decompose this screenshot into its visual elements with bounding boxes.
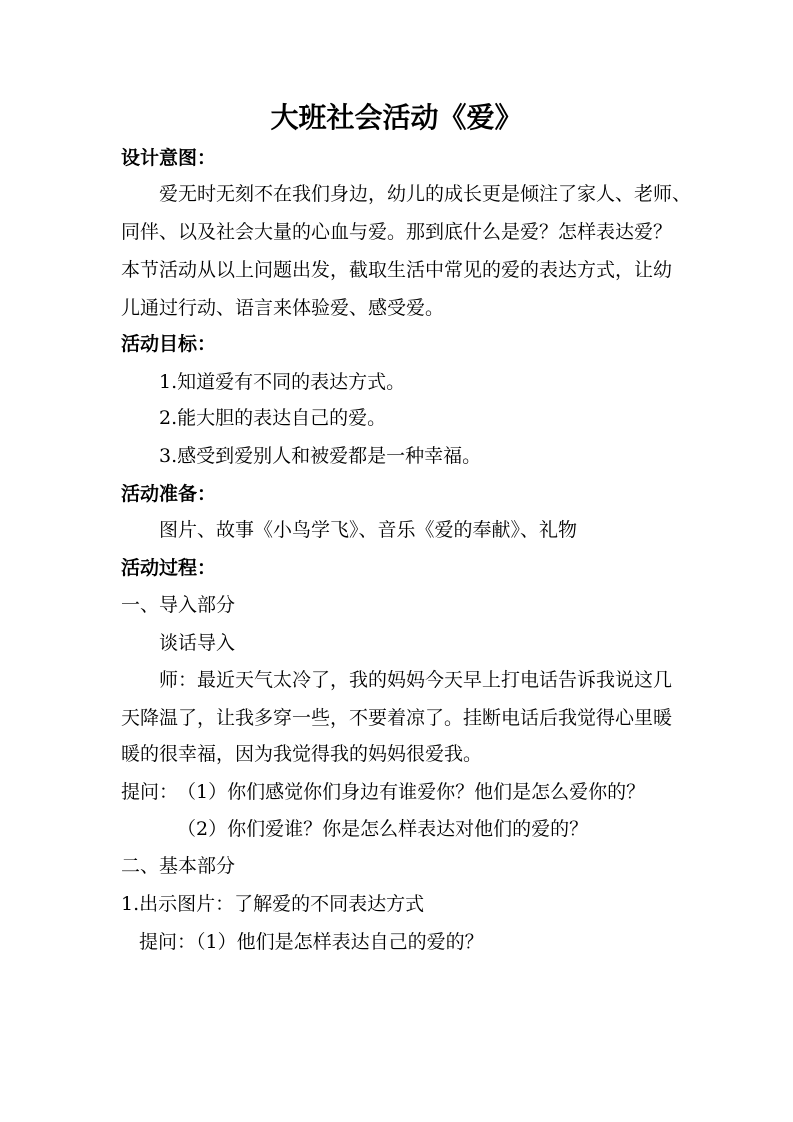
design-intent-line-4: 儿通过行动、语言来体验爱、感受爱。	[121, 297, 445, 319]
step-1-question: 提问：（1）他们是怎样表达自己的爱的？	[139, 931, 484, 953]
process-heading: 活动过程：	[121, 557, 217, 579]
question-2: （2）你们爱谁？你是怎么样表达对他们的爱的？	[177, 818, 589, 840]
teacher-line-3: 暖的很幸福，因为我觉得我的妈妈很爱我。	[121, 743, 483, 765]
question-1: （1）你们感觉你们身边有谁爱你？他们是怎么爱你的？	[177, 781, 646, 803]
goal-item-2: 2.能大胆的表达自己的爱。	[159, 407, 387, 429]
preparation-heading: 活动准备：	[121, 483, 217, 505]
design-intent-line-3: 本节活动从以上问题出发，截取生活中常见的爱的表达方式，让幼	[121, 259, 673, 281]
design-intent-heading: 设计意图：	[121, 147, 217, 169]
section-2-title: 二、基本部分	[121, 855, 236, 877]
design-intent-line-2: 同伴、以及社会大量的心血与爱。那到底什么是爱？怎样表达爱？	[121, 221, 673, 243]
teacher-line-1: 师：最近天气太冷了，我的妈妈今天早上打电话告诉我说这几	[159, 669, 673, 691]
goal-item-1: 1.知道爱有不同的表达方式。	[159, 371, 406, 393]
page-title: 大班社会活动《爱》	[270, 101, 523, 134]
goals-heading: 活动目标：	[121, 333, 217, 355]
preparation-text: 图片、故事《小鸟学飞》、音乐《爱的奉献》、礼物	[159, 519, 578, 541]
section-1-subtitle: 谈话导入	[159, 632, 236, 654]
step-1: 1.出示图片：了解爱的不同表达方式	[121, 893, 425, 915]
question-label: 提问：	[121, 781, 179, 803]
goal-item-3: 3.感受到爱别人和被爱都是一种幸福。	[159, 445, 482, 467]
section-1-title: 一、导入部分	[121, 594, 236, 616]
design-intent-line-1: 爱无时无刻不在我们身边，幼儿的成长更是倾注了家人、老师、	[159, 183, 692, 205]
teacher-line-2: 天降温了，让我多穿一些，不要着凉了。挂断电话后我觉得心里暖	[121, 707, 673, 729]
